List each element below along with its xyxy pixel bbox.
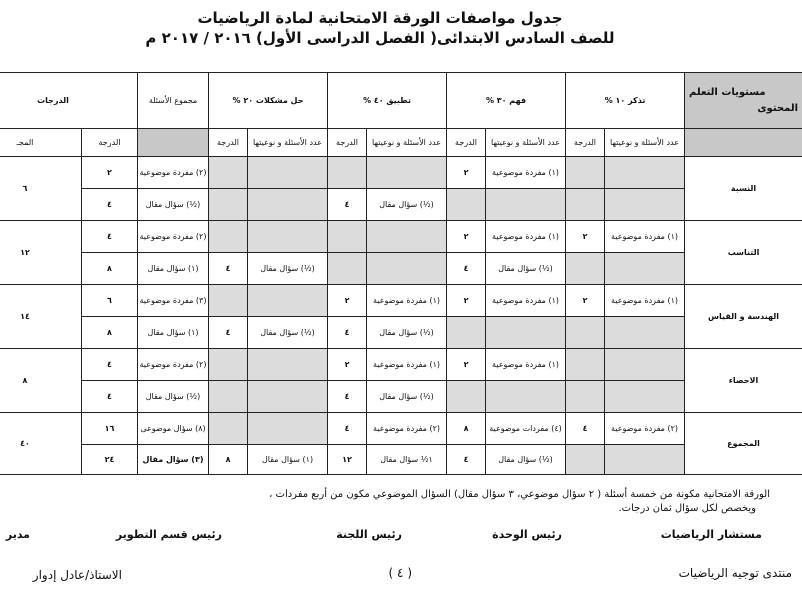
question-count-cell — [248, 349, 328, 381]
count-label: عدد الأسئلة و نوعيتها — [367, 129, 447, 157]
question-count-cell: (١) سؤال مقال — [248, 445, 328, 475]
question-grade-cell — [566, 157, 605, 189]
signature-unit-head: رئيس الوحدة — [492, 528, 562, 541]
question-count-cell — [605, 349, 685, 381]
question-count-cell — [248, 157, 328, 189]
grade-label: الدرجة — [447, 129, 486, 157]
question-grade-cell — [566, 445, 605, 475]
question-grade-cell — [209, 221, 248, 253]
count-label: عدد الأسئلة و نوعيتها — [248, 129, 328, 157]
signature-director: مدير — [5, 528, 30, 541]
total-questions-cell: (٣) مفردة موضوعية — [138, 285, 209, 317]
question-count-cell — [605, 253, 685, 285]
row-total-cell: ٤٠ — [0, 413, 82, 475]
question-grade-cell — [328, 221, 367, 253]
question-grade-cell — [566, 381, 605, 413]
grades-header: الدرجات — [0, 73, 138, 129]
grade-label: الدرجة — [328, 129, 367, 157]
title-line-2: للصف السادس الابتدائى( الفصل الدراسى الأول) ٢٠١٦ / ٢٠١٧ م — [145, 29, 615, 47]
total-questions-cell: (٢) مفردة موضوعية — [138, 157, 209, 189]
content-cell — [685, 285, 802, 349]
question-grade-cell — [209, 285, 248, 317]
question-count-cell: (١) مفردة موضوعية — [486, 349, 566, 381]
question-count-cell — [605, 317, 685, 349]
question-count-cell — [605, 381, 685, 413]
row-total-cell: ١٢ — [0, 221, 82, 285]
question-grade-cell: ٢ — [328, 349, 367, 381]
question-grade-cell: ٨ — [209, 445, 248, 475]
level-problem-solving: حل مشكلات ٢٠ % — [209, 73, 328, 129]
header-row-2 — [0, 129, 802, 157]
question-count-cell: (١) مفردة موضوعية — [605, 221, 685, 253]
document-title — [120, 8, 640, 48]
note-line-1: الورقة الامتحانية مكونة من خمسة أسئلة ( ٢ سؤال موضوعي، ٣ سؤال مقال) السؤال الموضوعي مكون من أربع مفردات ، — [269, 489, 770, 500]
question-grade-cell — [566, 349, 605, 381]
question-grade-cell: ٤ — [447, 253, 486, 285]
total-questions-cell: (½) سؤال مقال — [138, 189, 209, 221]
question-count-cell — [367, 221, 447, 253]
table-row — [0, 381, 802, 413]
question-grade-cell: ٤ — [447, 445, 486, 475]
row-total-cell: ١٤ — [0, 285, 82, 349]
footer-author: الاستاذ/عادل إدوار — [32, 568, 122, 582]
question-count-cell: (½) سؤال مقال — [248, 253, 328, 285]
question-grade-cell: ٢ — [447, 157, 486, 189]
question-count-cell — [248, 413, 328, 445]
content-label: الهندسة و القياس — [708, 311, 780, 321]
table-row — [0, 413, 802, 445]
question-count-cell — [248, 285, 328, 317]
content-cell — [685, 221, 802, 285]
question-count-cell — [486, 317, 566, 349]
signature-row — [0, 528, 802, 546]
row-total-cell: ٨ — [0, 349, 82, 413]
signature-committee-head: رئيس اللجنة — [336, 528, 402, 541]
question-grade-cell — [209, 157, 248, 189]
total-questions-cell: (½) سؤال مقال — [138, 381, 209, 413]
total-grade-cell: ١٦ — [82, 413, 138, 445]
question-grade-cell — [566, 317, 605, 349]
total-questions-cell: (٢) مفردة موضوعية — [138, 221, 209, 253]
question-grade-cell — [447, 381, 486, 413]
question-count-cell: (١) مفردة موضوعية — [367, 285, 447, 317]
question-grade-cell: ٢ — [566, 285, 605, 317]
question-count-cell — [248, 189, 328, 221]
question-count-cell: (١) مفردة موضوعية — [367, 349, 447, 381]
table-row — [0, 349, 802, 381]
row-total-cell: ٦ — [0, 157, 82, 221]
question-grade-cell: ٢ — [447, 349, 486, 381]
question-grade-cell — [209, 381, 248, 413]
question-grade-cell — [447, 317, 486, 349]
total-grade-cell: ٤ — [82, 349, 138, 381]
content-label: النسبة — [730, 183, 757, 193]
content-header: المحتوى — [757, 102, 799, 114]
question-grade-cell — [566, 189, 605, 221]
total-col-label: المجـ — [0, 129, 82, 157]
question-count-cell — [605, 189, 685, 221]
total-questions-cell: (٨) سؤال موضوعى — [138, 413, 209, 445]
specification-table — [0, 72, 802, 475]
question-count-cell: ١½ سؤال مقال — [367, 445, 447, 475]
table-row — [0, 253, 802, 285]
question-count-cell: (١) مفردة موضوعية — [486, 221, 566, 253]
question-count-cell — [605, 445, 685, 475]
question-grade-cell — [447, 189, 486, 221]
question-grade-cell — [209, 413, 248, 445]
table-row — [0, 317, 802, 349]
level-remember: تذكر ١٠ % — [566, 73, 685, 129]
level-apply: تطبيق ٤٠ % — [328, 73, 447, 129]
question-count-cell: (½) سؤال مقال — [486, 253, 566, 285]
table-row — [0, 221, 802, 253]
page-number: ( ٤ ) — [388, 566, 412, 580]
signature-math-advisor: مستشار الرياضيات — [660, 528, 762, 541]
question-count-cell: (½) سؤال مقال — [367, 189, 447, 221]
question-grade-cell — [328, 253, 367, 285]
total-questions-cell: (٢) مفردة موضوعية — [138, 349, 209, 381]
question-count-cell — [367, 253, 447, 285]
question-grade-cell — [209, 189, 248, 221]
levels-header: مستويات التعلم — [689, 86, 766, 98]
grade-label: الدرجة — [82, 129, 138, 157]
question-count-cell: (½) سؤال مقال — [486, 445, 566, 475]
question-count-cell — [486, 381, 566, 413]
content-cell — [685, 413, 802, 475]
notes — [0, 488, 770, 516]
total-grade-cell: ٦ — [82, 285, 138, 317]
grade-label: الدرجة — [209, 129, 248, 157]
count-label: عدد الأسئلة و نوعيتها — [605, 129, 685, 157]
question-grade-cell: ٤ — [328, 317, 367, 349]
question-count-cell: (١) مفردة موضوعية — [486, 285, 566, 317]
question-count-cell — [248, 221, 328, 253]
question-grade-cell: ٤ — [328, 381, 367, 413]
footer — [0, 560, 802, 590]
content-cell — [685, 157, 802, 221]
question-grade-cell: ٢ — [447, 221, 486, 253]
total-questions-cell: (٣) سؤال مقال — [138, 445, 209, 475]
table-row — [0, 157, 802, 189]
question-grade-cell: ٤ — [209, 317, 248, 349]
question-grade-cell: ٨ — [447, 413, 486, 445]
table-row — [0, 285, 802, 317]
total-grade-cell: ٤ — [82, 189, 138, 221]
total-grade-cell: ٢٤ — [82, 445, 138, 475]
question-grade-cell: ٤ — [328, 189, 367, 221]
question-count-cell: (١) مفردة موضوعية — [605, 285, 685, 317]
total-grade-cell: ٨ — [82, 317, 138, 349]
content-label: الاحصاء — [728, 375, 759, 385]
count-label: عدد الأسئلة و نوعيتها — [486, 129, 566, 157]
total-grade-cell: ٢ — [82, 157, 138, 189]
total-grade-cell: ٤ — [82, 381, 138, 413]
total-questions-header: مجموع الأسئلة — [138, 73, 209, 129]
question-grade-cell: ٢ — [566, 221, 605, 253]
question-count-cell: (½) سؤال مقال — [248, 317, 328, 349]
question-grade-cell — [566, 253, 605, 285]
grade-label: الدرجة — [566, 129, 605, 157]
note-line-2: ويخصص لكل سؤال ثمان درجات. — [618, 503, 756, 514]
signature-development-head: رئيس قسم التطوير — [115, 528, 222, 541]
content-label: التناسب — [727, 247, 760, 257]
table-row — [0, 445, 802, 475]
question-grade-cell — [209, 349, 248, 381]
total-questions-cell: (١) سؤال مقال — [138, 317, 209, 349]
question-count-cell — [486, 189, 566, 221]
question-grade-cell — [328, 157, 367, 189]
footer-forum: منتدى توجيه الرياضيات — [678, 566, 792, 580]
question-count-cell — [248, 381, 328, 413]
content-label: المجموع — [727, 438, 760, 448]
question-count-cell — [367, 157, 447, 189]
level-understand: فهم ٣٠ % — [447, 73, 566, 129]
question-grade-cell: ٢ — [447, 285, 486, 317]
question-count-cell: (٤) مفردات موضوعية — [486, 413, 566, 445]
table-row — [0, 189, 802, 221]
question-grade-cell: ٤ — [566, 413, 605, 445]
question-grade-cell: ٤ — [209, 253, 248, 285]
question-count-cell — [605, 157, 685, 189]
total-questions-cell: (١) سؤال مقال — [138, 253, 209, 285]
question-count-cell: (٢) مفردة موضوعية — [605, 413, 685, 445]
question-grade-cell: ٤ — [328, 413, 367, 445]
title-line-1: جدول مواصفات الورقة الامتحانية لمادة الرياضيات — [197, 9, 563, 27]
question-grade-cell: ١٢ — [328, 445, 367, 475]
content-cell — [685, 349, 802, 413]
question-count-cell: (١) مفردة موضوعية — [486, 157, 566, 189]
question-count-cell: (½) سؤال مقال — [367, 317, 447, 349]
total-grade-cell: ٤ — [82, 221, 138, 253]
total-grade-cell: ٨ — [82, 253, 138, 285]
question-count-cell: (½) سؤال مقال — [367, 381, 447, 413]
question-grade-cell: ٢ — [328, 285, 367, 317]
header-row-1 — [0, 73, 802, 129]
question-count-cell: (٢) مفردة موضوعية — [367, 413, 447, 445]
levels-header-cell — [685, 73, 802, 129]
